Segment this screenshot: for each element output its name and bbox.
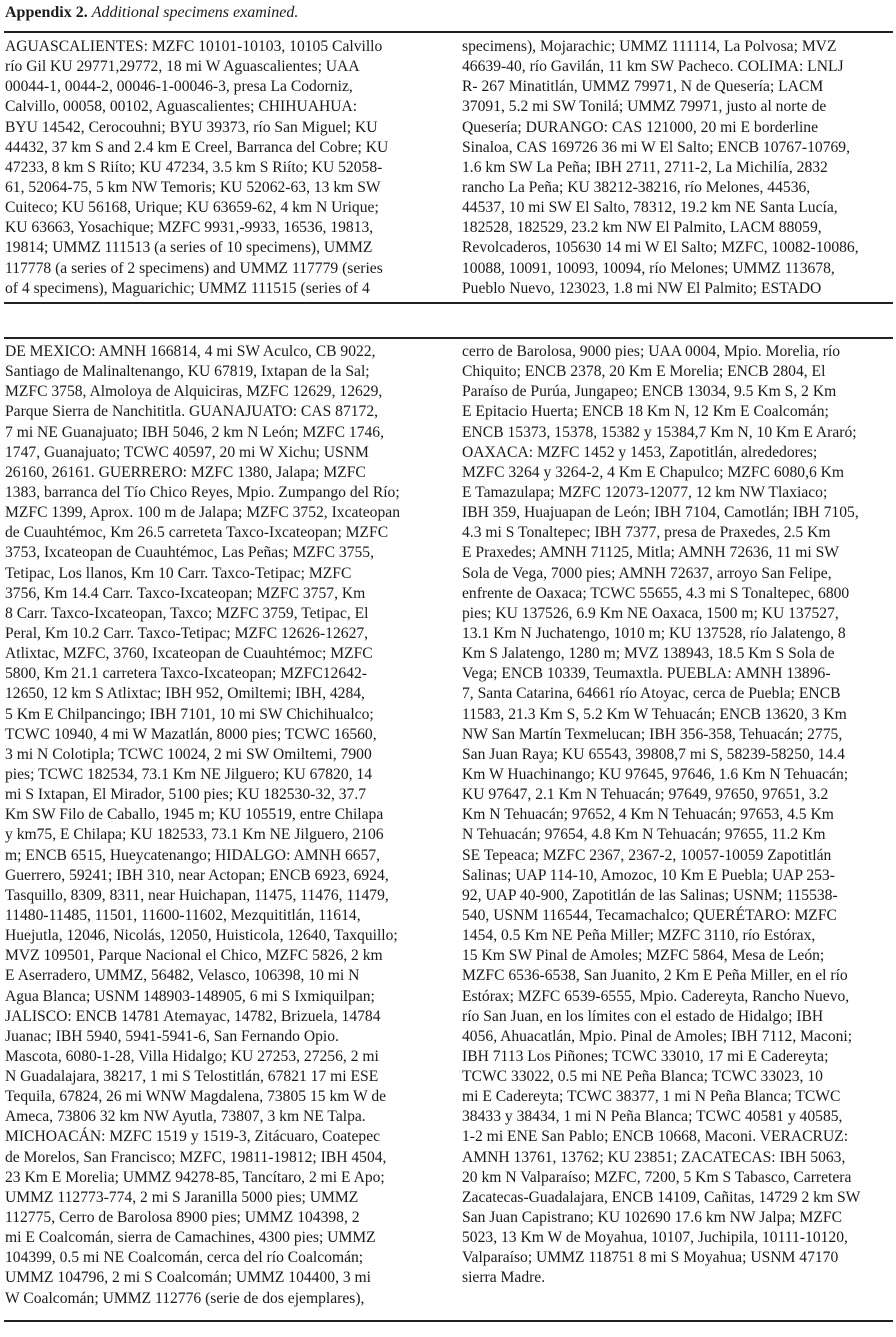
text-line: 1454, 0.5 Km NE Peña Miller; MZFC 3110, río Estórax, [462, 927, 816, 945]
text-line: 19814; UMMZ 111513 (a series of 10 specimens), UMMZ [5, 239, 373, 257]
text-line: 92, UAP 40-900, Zapotitlán de las Salinas; USNM; 115538- [462, 886, 838, 904]
block2-right-column [462, 342, 860, 1289]
text-line: 3756, Km 14.4 Carr. Taxco-Ixcateopan; MZFC 3757, Km [5, 584, 366, 602]
text-line: 44537, 10 mi SW El Salto, 78312, 19.2 km NE Santa Lucía, [462, 199, 838, 217]
text-line: 61, 52064-75, 5 km NW Temoris; KU 52062-63, 13 km SW [5, 178, 381, 196]
text-line: E Epitacio Huerta; ENCB 18 Km N, 12 Km E Coalcomán; [462, 403, 829, 421]
text-line: rancho La Peña; KU 38212-38216, río Melones, 44536, [462, 178, 811, 196]
text-line: Zacatecas-Guadalajara, ENCB 14109, Cañitas, 14729 2 km SW [462, 1188, 861, 1206]
text-line: 00044-1, 0044-2, 00046-1-00046-3, presa La Codorniz, [5, 78, 353, 96]
text-line: y km75, E Chilapa; KU 182533, 73.1 Km NE Jilguero, 2106 [5, 826, 384, 844]
text-line: Cuiteco; KU 56168, Urique; KU 63659-62, 4 km N Urique; [5, 199, 379, 217]
text-line: Atlixtac, MZFC, 3760, Ixcateopan de Cuauhtémoc; MZFC [5, 645, 373, 663]
text-line: E Praxedes; AMNH 71125, Mitla; AMNH 72636, 11 mi SW [462, 544, 839, 562]
text-line: río San Juan, en los límites con el estado de Hidalgo; IBH [462, 1007, 824, 1025]
text-line: Estórax; MZFC 6539-6555, Mpio. Cadereyta, Rancho Nuevo, [462, 987, 850, 1005]
text-line: 23 Km E Morelia; UMMZ 94278-85, Tancítaro, 2 mi E Apo; [5, 1168, 385, 1186]
text-line: 117778 (a series of 2 specimens) and UMMZ 117779 (series [5, 259, 383, 277]
text-line: NW San Martín Texmelucan; IBH 356-358, Tehuacán; 2775, [462, 725, 843, 743]
text-line: Salinas; UAP 114-10, Amozoc, 10 Km E Puebla; UAP 253- [462, 866, 835, 884]
text-line: BYU 14542, Cerocouhni; BYU 39373, río San Miguel; KU [5, 118, 378, 136]
text-line: E Aserradero, UMMZ, 56482, Velasco, 106398, 10 mi N [5, 967, 360, 985]
text-line: AMNH 13761, 13762; KU 23851; ZACATECAS: IBH 5063, [462, 1148, 846, 1166]
text-line: Juanac; IBH 5940, 5941-5941-6, San Fernando Opio. [5, 1027, 339, 1045]
text-line: Quesería; DURANGO: CAS 121000, 20 mi E borderline [462, 118, 819, 136]
text-line: Guerrero, 59241; IBH 310, near Actopan; ENCB 6923, 6924, [5, 866, 389, 884]
top-rule [4, 31, 893, 33]
text-line: San Juan Raya; KU 65543, 39808,7 mi S, 58239-58250, 14.4 [462, 745, 845, 763]
text-line: cerro de Barolosa, 9000 pies; UAA 0004, Mpio. Morelia, río [462, 343, 841, 360]
text-line: IBH 359, Huajuapan de León; IBH 7104, Camotlán; IBH 7105, [462, 504, 859, 522]
text-line: specimens), Mojarachic; UMMZ 111114, La Polvosa; MVZ [462, 38, 837, 55]
text-line: of 4 specimens), Maguarichic; UMMZ 111515 (series of 4 [5, 279, 370, 297]
text-line: IBH 7113 Los Piñones; TCWC 33010, 17 mi E Cadereyta; [462, 1047, 829, 1065]
text-line: 20 km N Valparaíso; MZFC, 7200, 5 Km S Tabasco, Carretera [462, 1168, 852, 1186]
text-line: 26160, 26161. GUERRERO: MZFC 1380, Jalapa; MZFC [5, 463, 366, 481]
text-line: 3753, Ixcateopan de Cuauhtémoc, Las Peñas; MZFC 3755, [5, 544, 374, 562]
text-line: 1383, barranca del Tío Chico Reyes, Mpio. Zumpango del Río; [5, 483, 400, 501]
text-line: Valparaíso; UMMZ 118751 8 mi S Moyahua; USNM 47170 [462, 1249, 839, 1267]
text-line: Parque Sierra de Nanchititla. GUANAJUATO: CAS 87172, [5, 403, 379, 421]
text-line: Km W Huachinango; KU 97645, 97646, 1.6 Km N Tehuacán; [462, 765, 849, 783]
text-line: ENCB 15373, 15378, 15382 y 15384,7 Km N, 10 Km E Araró; [462, 423, 857, 441]
text-line: Sinaloa, CAS 169726 36 mi W El Salto; ENCB 10767-10769, [462, 138, 850, 156]
text-line: 12650, 12 km S Atlixtac; IBH 952, Omiltemi; IBH, 4284, [5, 685, 365, 703]
text-line: 182528, 182529, 23.2 km NW El Palmito, LACM 88059, [462, 219, 822, 237]
text-line: UMMZ 104796, 2 mi S Coalcomán; UMMZ 104400, 3 mi [5, 1269, 372, 1287]
block1-right-column [462, 37, 859, 299]
text-line: Km S Jalatengo, 1280 m; MVZ 138943, 18.5 Km S Sola de [462, 645, 835, 663]
block1-bottom-rule [4, 302, 893, 304]
text-line: 5023, 13 Km W de Moyahua, 10107, Juchipila, 10111-10120, [462, 1229, 848, 1247]
text-line: sierra Madre. [462, 1269, 546, 1287]
appendix-caption: Additional specimens examined. [91, 4, 299, 21]
text-line: m; ENCB 6515, Hueycatenango; HIDALGO: AMNH 6657, [5, 846, 381, 864]
text-line: pies; KU 137526, 6.9 Km NE Oaxaca, 1500 m; KU 137527, [462, 604, 839, 622]
text-line: DE MEXICO: AMNH 166814, 4 mi SW Aculco, CB 9022, [5, 343, 376, 360]
text-line: Sola de Vega, 7000 pies; AMNH 72637, arroyo San Felipe, [462, 564, 832, 582]
text-line: enfrente de Oaxaca; TCWC 55655, 4.3 mi S Tonaltepec, 6800 [462, 584, 850, 602]
text-line: Calvillo, 00058, 00102, Aguascalientes; CHIHUAHUA: [5, 98, 358, 116]
text-line: W Coalcomán; UMMZ 112776 (serie de dos ejemplares), [5, 1289, 365, 1307]
text-line: OAXACA: MZFC 1452 y 1453, Zapotitlán, alrededores; [462, 443, 818, 461]
text-line: N Guadalajara, 38217, 1 mi S Telostitlán, 67821 17 mi ESE [5, 1068, 379, 1086]
text-line: MICHOACÁN: MZFC 1519 y 1519-3, Zitácuaro, Coatepec [5, 1128, 381, 1146]
appendix-label: Appendix 2. [5, 4, 88, 21]
text-line: JALISCO: ENCB 14781 Atemayac, 14782, Brizuela, 14784 [5, 1007, 381, 1025]
text-line: MZFC 3758, Almoloya de Alquiciras, MZFC 12629, 12629, [5, 383, 383, 401]
text-line: 11583, 21.3 Km S, 5.2 Km W Tehuacán; ENCB 13620, 3 Km [462, 705, 847, 723]
text-line: Mascota, 6080-1-28, Villa Hidalgo; KU 27253, 27256, 2 mi [5, 1047, 379, 1065]
text-line: AGUASCALIENTES: MZFC 10101-10103, 10105 Calvillo [5, 38, 383, 55]
text-line: Santiago de Malinaltenango, KU 67819, Ixtapan de la Sal; [5, 363, 370, 381]
text-line: KU 97647, 2.1 Km N Tehuacán; 97649, 97650, 97651, 3.2 [462, 786, 829, 804]
text-line: 7, Santa Catarina, 64661 río Atoyac, cerca de Puebla; ENCB [462, 685, 841, 703]
text-line: 10088, 10091, 10093, 10094, río Melones; UMMZ 113678, [462, 259, 835, 277]
text-line: 44432, 37 km S and 2.4 km E Creel, Barranca del Cobre; KU [5, 138, 389, 156]
text-line: 104399, 0.5 mi NE Coalcomán, cerca del río Coalcomán; [5, 1249, 364, 1267]
text-line: R- 267 Minatitlán, UMMZ 79971, N de Quesería; LACM [462, 78, 824, 96]
text-line: Agua Blanca; USNM 148903-148905, 6 mi S Ixmiquilpan; [5, 987, 375, 1005]
text-line: 13.1 Km N Juchatengo, 1010 m; KU 137528, río Jalatengo, 8 [462, 624, 846, 642]
appendix-title [5, 4, 298, 22]
text-line: Ameca, 73806 32 km NW Ayutla, 73807, 3 km NE Talpa. [5, 1108, 366, 1126]
text-line: TCWC 10940, 4 mi W Mazatlán, 8000 pies; TCWC 16560, [5, 725, 377, 743]
block2-bottom-rule [4, 1320, 893, 1322]
text-line: Peral, Km 10.2 Carr. Taxco-Tetipac; MZFC 12626-12627, [5, 624, 369, 642]
text-line: pies; TCWC 182534, 73.1 Km NE Jilguero; KU 67820, 14 [5, 765, 373, 783]
text-line: río Gil KU 29771,29772, 18 mi W Aguascalientes; UAA [5, 58, 360, 76]
text-line: MVZ 109501, Parque Nacional el Chico, MZFC 5826, 2 km [5, 947, 383, 965]
text-line: 1747, Guanajuato; TCWC 40597, 20 mi W Xichu; USNM [5, 443, 369, 461]
text-line: 8 Carr. Taxco-Ixcateopan, Taxco; MZFC 3759, Tetipac, El [5, 604, 369, 622]
text-line: 38433 y 38434, 1 mi N Peña Blanca; TCWC 40581 y 40585, [462, 1108, 843, 1126]
text-line: 46639-40, río Gavilán, 11 km SW Pacheco. COLIMA: LNLJ [462, 58, 844, 76]
text-line: 3 mi N Colotipla; TCWC 10024, 2 mi SW Omiltemi, 7900 [5, 745, 372, 763]
text-line: 1.6 km SW La Peña; IBH 2711, 2711-2, La Michilía, 2832 [462, 158, 828, 176]
block2-left-column [5, 342, 400, 1309]
text-line: de Cuauhtémoc, Km 26.5 carreteta Taxco-Ixcateopan; MZFC [5, 524, 389, 542]
text-line: Huejutla, 12046, Nicolás, 12050, Huisticola, 12640, Taxquillo; [5, 927, 398, 945]
text-line: 5800, Km 21.1 carretera Taxco-Ixcateopan; MZFC12642- [5, 665, 367, 683]
text-line: de Morelos, San Francisco; MZFC, 19811-19812; IBH 4504, [5, 1148, 387, 1166]
text-line: MZFC 1399, Aprox. 100 m de Jalapa; MZFC 3752, Ixcateopan [5, 504, 400, 522]
text-line: MZFC 3264 y 3264-2, 4 Km E Chapulco; MZFC 6080,6 Km [462, 463, 845, 481]
text-line: Tequila, 67824, 26 mi WNW Magdalena, 73805 15 km W de [5, 1088, 387, 1106]
text-line: 37091, 5.2 mi SW Tonilá; UMMZ 79971, justo al norte de [462, 98, 827, 116]
text-line: 4.3 mi S Tonaltepec; IBH 7377, presa de Praxedes, 2.5 Km [462, 524, 831, 542]
text-line: N Tehuacán; 97654, 4.8 Km N Tehuacán; 97655, 11.2 Km [462, 826, 826, 844]
block2-top-rule [4, 337, 893, 339]
text-line: SE Tepeaca; MZFC 2367, 2367-2, 10057-10059 Zapotitlán [462, 846, 832, 864]
text-line: 540, USNM 116544, Tecamachalco; QUERÉTARO: MZFC [462, 906, 837, 924]
text-line: 15 Km SW Pinal de Amoles; MZFC 5864, Mesa de León; [462, 947, 825, 965]
text-line: 47233, 8 km S Riíto; KU 47234, 3.5 km S Riíto; KU 52058- [5, 158, 383, 176]
text-line: 4056, Ahuacatlán, Mpio. Pinal de Amoles; IBH 7112, Maconi; [462, 1027, 853, 1045]
text-line: Paraíso de Purúa, Jungapeo; ENCB 13034, 9.5 Km S, 2 Km [462, 383, 837, 401]
text-line: TCWC 33022, 0.5 mi NE Peña Blanca; TCWC 33023, 10 [462, 1068, 823, 1086]
text-line: Tetipac, Los llanos, Km 10 Carr. Taxco-Tetipac; MZFC [5, 564, 352, 582]
text-line: 7 mi NE Guanajuato; IBH 5046, 2 km N León; MZFC 1746, [5, 423, 384, 441]
text-line: Tasquillo, 8309, 8311, near Huichapan, 11475, 11476, 11479, [5, 886, 389, 904]
text-line: E Tamazulapa; MZFC 12073-12077, 12 km NW Tlaxiaco; [462, 483, 828, 501]
text-line: mi E Cadereyta; TCWC 38377, 1 mi N Peña Blanca; TCWC [462, 1088, 841, 1106]
text-line: San Juan Capistrano; KU 102690 17.6 km NW Jalpa; MZFC [462, 1209, 843, 1227]
text-line: UMMZ 112773-774, 2 mi S Jaranilla 5000 pies; UMMZ [5, 1188, 359, 1206]
text-line: KU 63663, Yosachique; MZFC 9931,-9933, 16536, 19813, [5, 219, 374, 237]
text-line: 11480-11485, 11501, 11600-11602, Mezquititlán, 11614, [5, 906, 361, 924]
block1-left-column [5, 37, 388, 299]
text-line: 1-2 mi ENE San Pablo; ENCB 10668, Maconi. VERACRUZ: [462, 1128, 849, 1146]
text-line: Chiquito; ENCB 2378, 20 Km E Morelia; ENCB 2804, El [462, 363, 826, 381]
text-line: mi E Coalcomán, sierra de Camachines, 4300 pies; UMMZ [5, 1229, 376, 1247]
text-line: Pueblo Nuevo, 123023, 1.8 mi NW El Palmito; ESTADO [462, 279, 822, 297]
text-line: Km N Tehuacán; 97652, 4 Km N Tehuacán; 97653, 4.5 Km [462, 806, 834, 824]
text-line: Revolcaderos, 105630 14 mi W El Salto; MZFC, 10082-10086, [462, 239, 859, 257]
text-line: Km SW Filo de Caballo, 1945 m; KU 105519, entre Chilapa [5, 806, 384, 824]
text-line: 5 Km E Chilpancingo; IBH 7101, 10 mi SW Chichihualco; [5, 705, 374, 723]
text-line: Vega; ENCB 10339, Teumaxtla. PUEBLA: AMNH 13896- [462, 665, 831, 683]
text-line: mi S Ixtapan, El Mirador, 5100 pies; KU 182530-32, 37.7 [5, 786, 367, 804]
text-line: 112775, Cerro de Barolosa 8900 pies; UMMZ 104398, 2 [5, 1209, 360, 1227]
text-line: MZFC 6536-6538, San Juanito, 2 Km E Peña Miller, en el río [462, 967, 848, 985]
